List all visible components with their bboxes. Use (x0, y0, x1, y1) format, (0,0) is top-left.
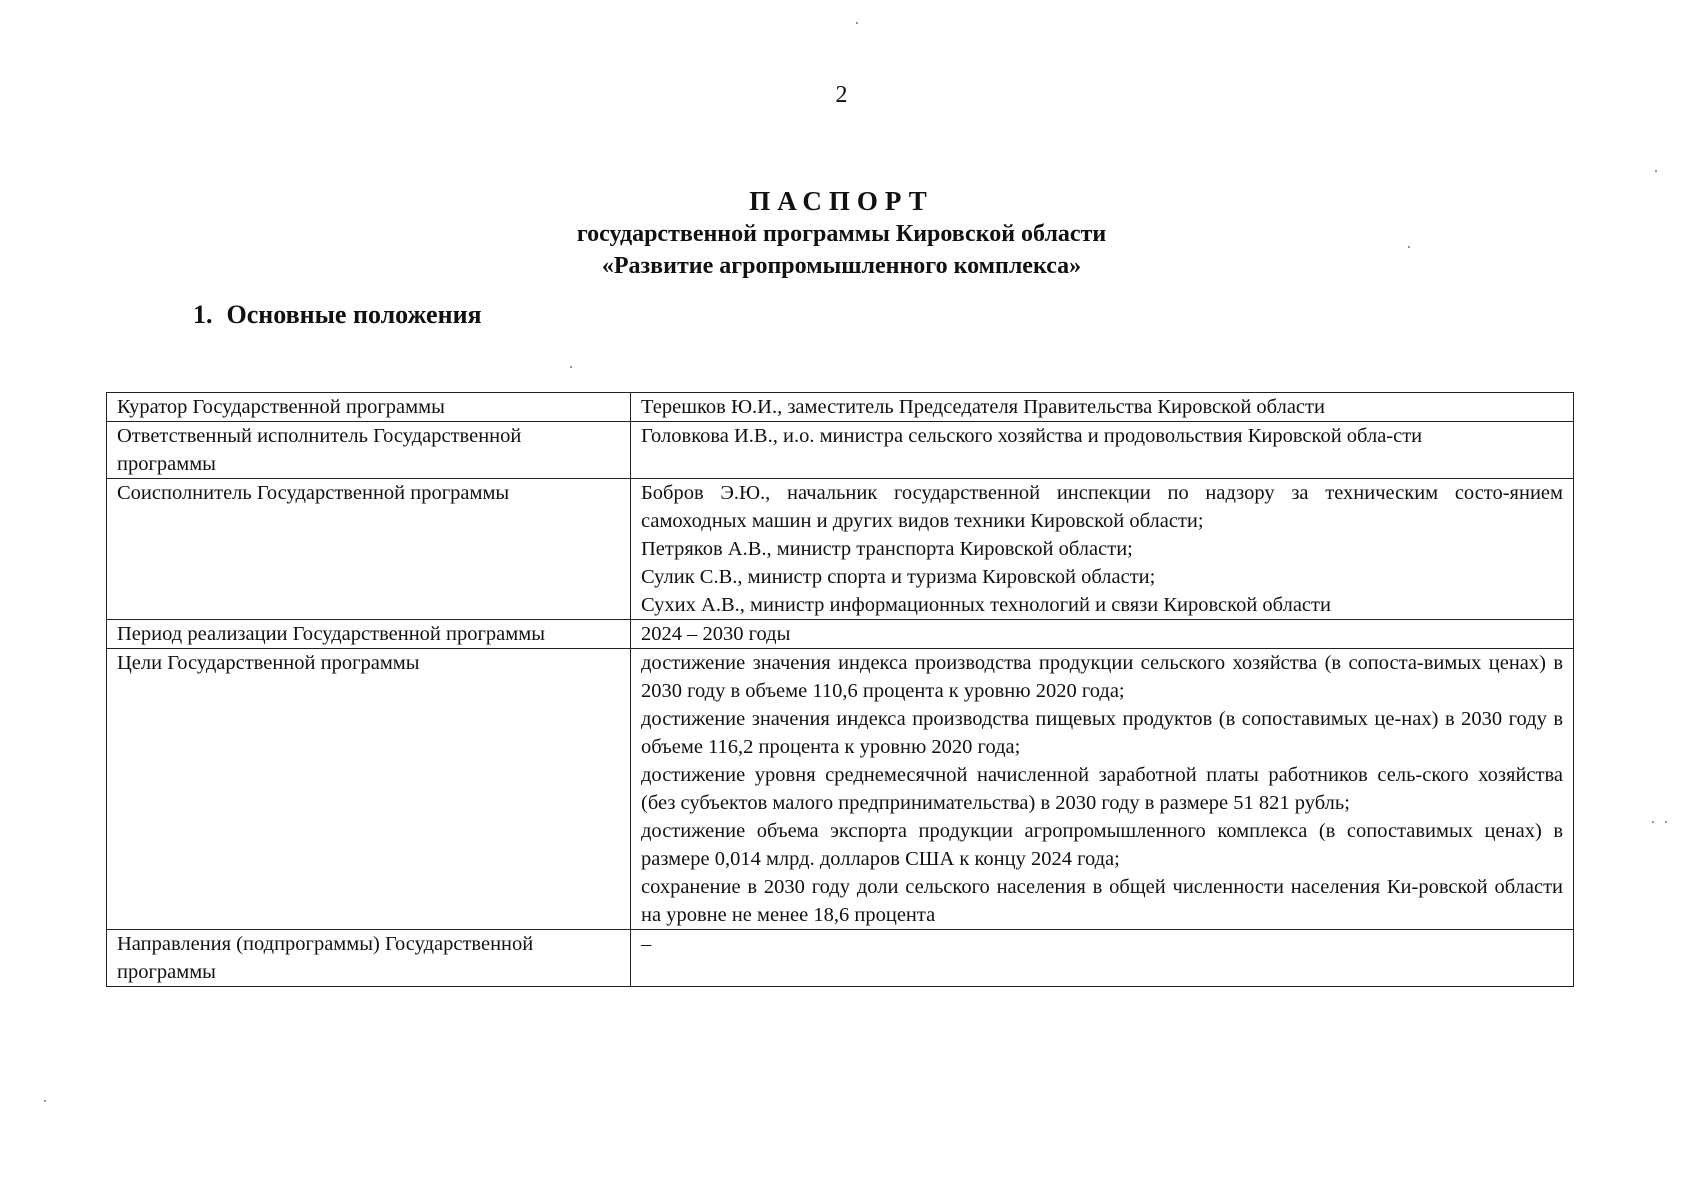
passport-table (106, 392, 1574, 987)
row-label-co-executor: Соисполнитель Государственной программы (107, 479, 631, 620)
table-row-goals (107, 649, 1574, 930)
row-label-responsible-executor: Ответственный исполнитель Государственной программы (107, 422, 631, 479)
value-line: достижение объема экспорта продукции агропромышленного комплекса (в сопоставимых ценах) в размере 0,014 млрд. долларов США к концу 2024 года; (641, 820, 1563, 870)
title-main: ПАСПОРТ (749, 186, 934, 216)
row-value-curator (631, 393, 1574, 422)
table-row-directions (107, 930, 1574, 987)
table-row-curator (107, 393, 1574, 422)
row-value-responsible-executor (631, 422, 1574, 479)
row-label-goals: Цели Государственной программы (107, 649, 631, 930)
row-label-period: Период реализации Государственной программы (107, 620, 631, 649)
scan-speck (1652, 821, 1654, 823)
value-line: достижение значения индекса производства пищевых продуктов (в сопоставимых це-нах) в 2030 году в объеме 116,2 процента к уровню 2020 года; (641, 708, 1563, 758)
section-title: Основные положения (226, 300, 482, 329)
scan-speck (1408, 246, 1410, 248)
value-line: Сулик С.В., министр спорта и туризма Кировской области; (641, 566, 1156, 588)
row-value-period (631, 620, 1574, 649)
value-line: Петряков А.В., министр транспорта Кировской области; (641, 538, 1133, 560)
scan-speck (1655, 170, 1657, 172)
section-number: 1. (193, 300, 213, 329)
scan-speck (44, 1100, 46, 1102)
value-line: Бобров Э.Ю., начальник государственной инспекции по надзору за техническим состо-янием самоходных машин и других видов техники Кировской области; (641, 482, 1563, 532)
row-label-curator: Куратор Государственной программы (107, 393, 631, 422)
row-value-goals (631, 649, 1574, 930)
title-program-name: «Развитие агропромышленного комплекса» (601, 253, 1082, 279)
value-line: достижение уровня среднемесячной начисленной заработной платы работников сель-ского хозяйства (без субъектов малого предпринимательства) в 2030 году в размере 51 821 рубль; (641, 764, 1563, 814)
value-line: достижение значения индекса производства продукции сельского хозяйства (в сопоста-вимых ценах) в 2030 году в объеме 110,6 процента к уровню 2020 года; (641, 652, 1563, 702)
value-line: 2024 – 2030 годы (641, 623, 791, 645)
table-row-co-executor (107, 479, 1574, 620)
table-row-period (107, 620, 1574, 649)
table-row-responsible-executor (107, 422, 1574, 479)
value-line: – (641, 933, 652, 955)
page-number: 2 (835, 82, 848, 108)
scan-speck (1665, 821, 1667, 823)
scan-speck (856, 22, 858, 24)
scan-speck (570, 366, 572, 368)
title-program: государственной программы Кировской области (576, 221, 1107, 247)
row-value-directions (631, 930, 1574, 987)
section-heading (193, 300, 482, 330)
row-value-co-executor (631, 479, 1574, 620)
value-line: Головкова И.В., и.о. министра сельского хозяйства и продовольствия Кировской обла-сти (641, 425, 1423, 447)
value-line: сохранение в 2030 году доли сельского населения в общей численности населения Ки-ровской области на уровне не менее 18,6 процента (641, 876, 1563, 926)
document-title (0, 184, 1683, 282)
row-label-directions: Направления (подпрограммы) Государственной программы (107, 930, 631, 987)
value-line: Терешков Ю.И., заместитель Председателя Правительства Кировской области (641, 396, 1325, 418)
value-line: Сухих А.В., министр информационных технологий и связи Кировской области (641, 594, 1331, 616)
